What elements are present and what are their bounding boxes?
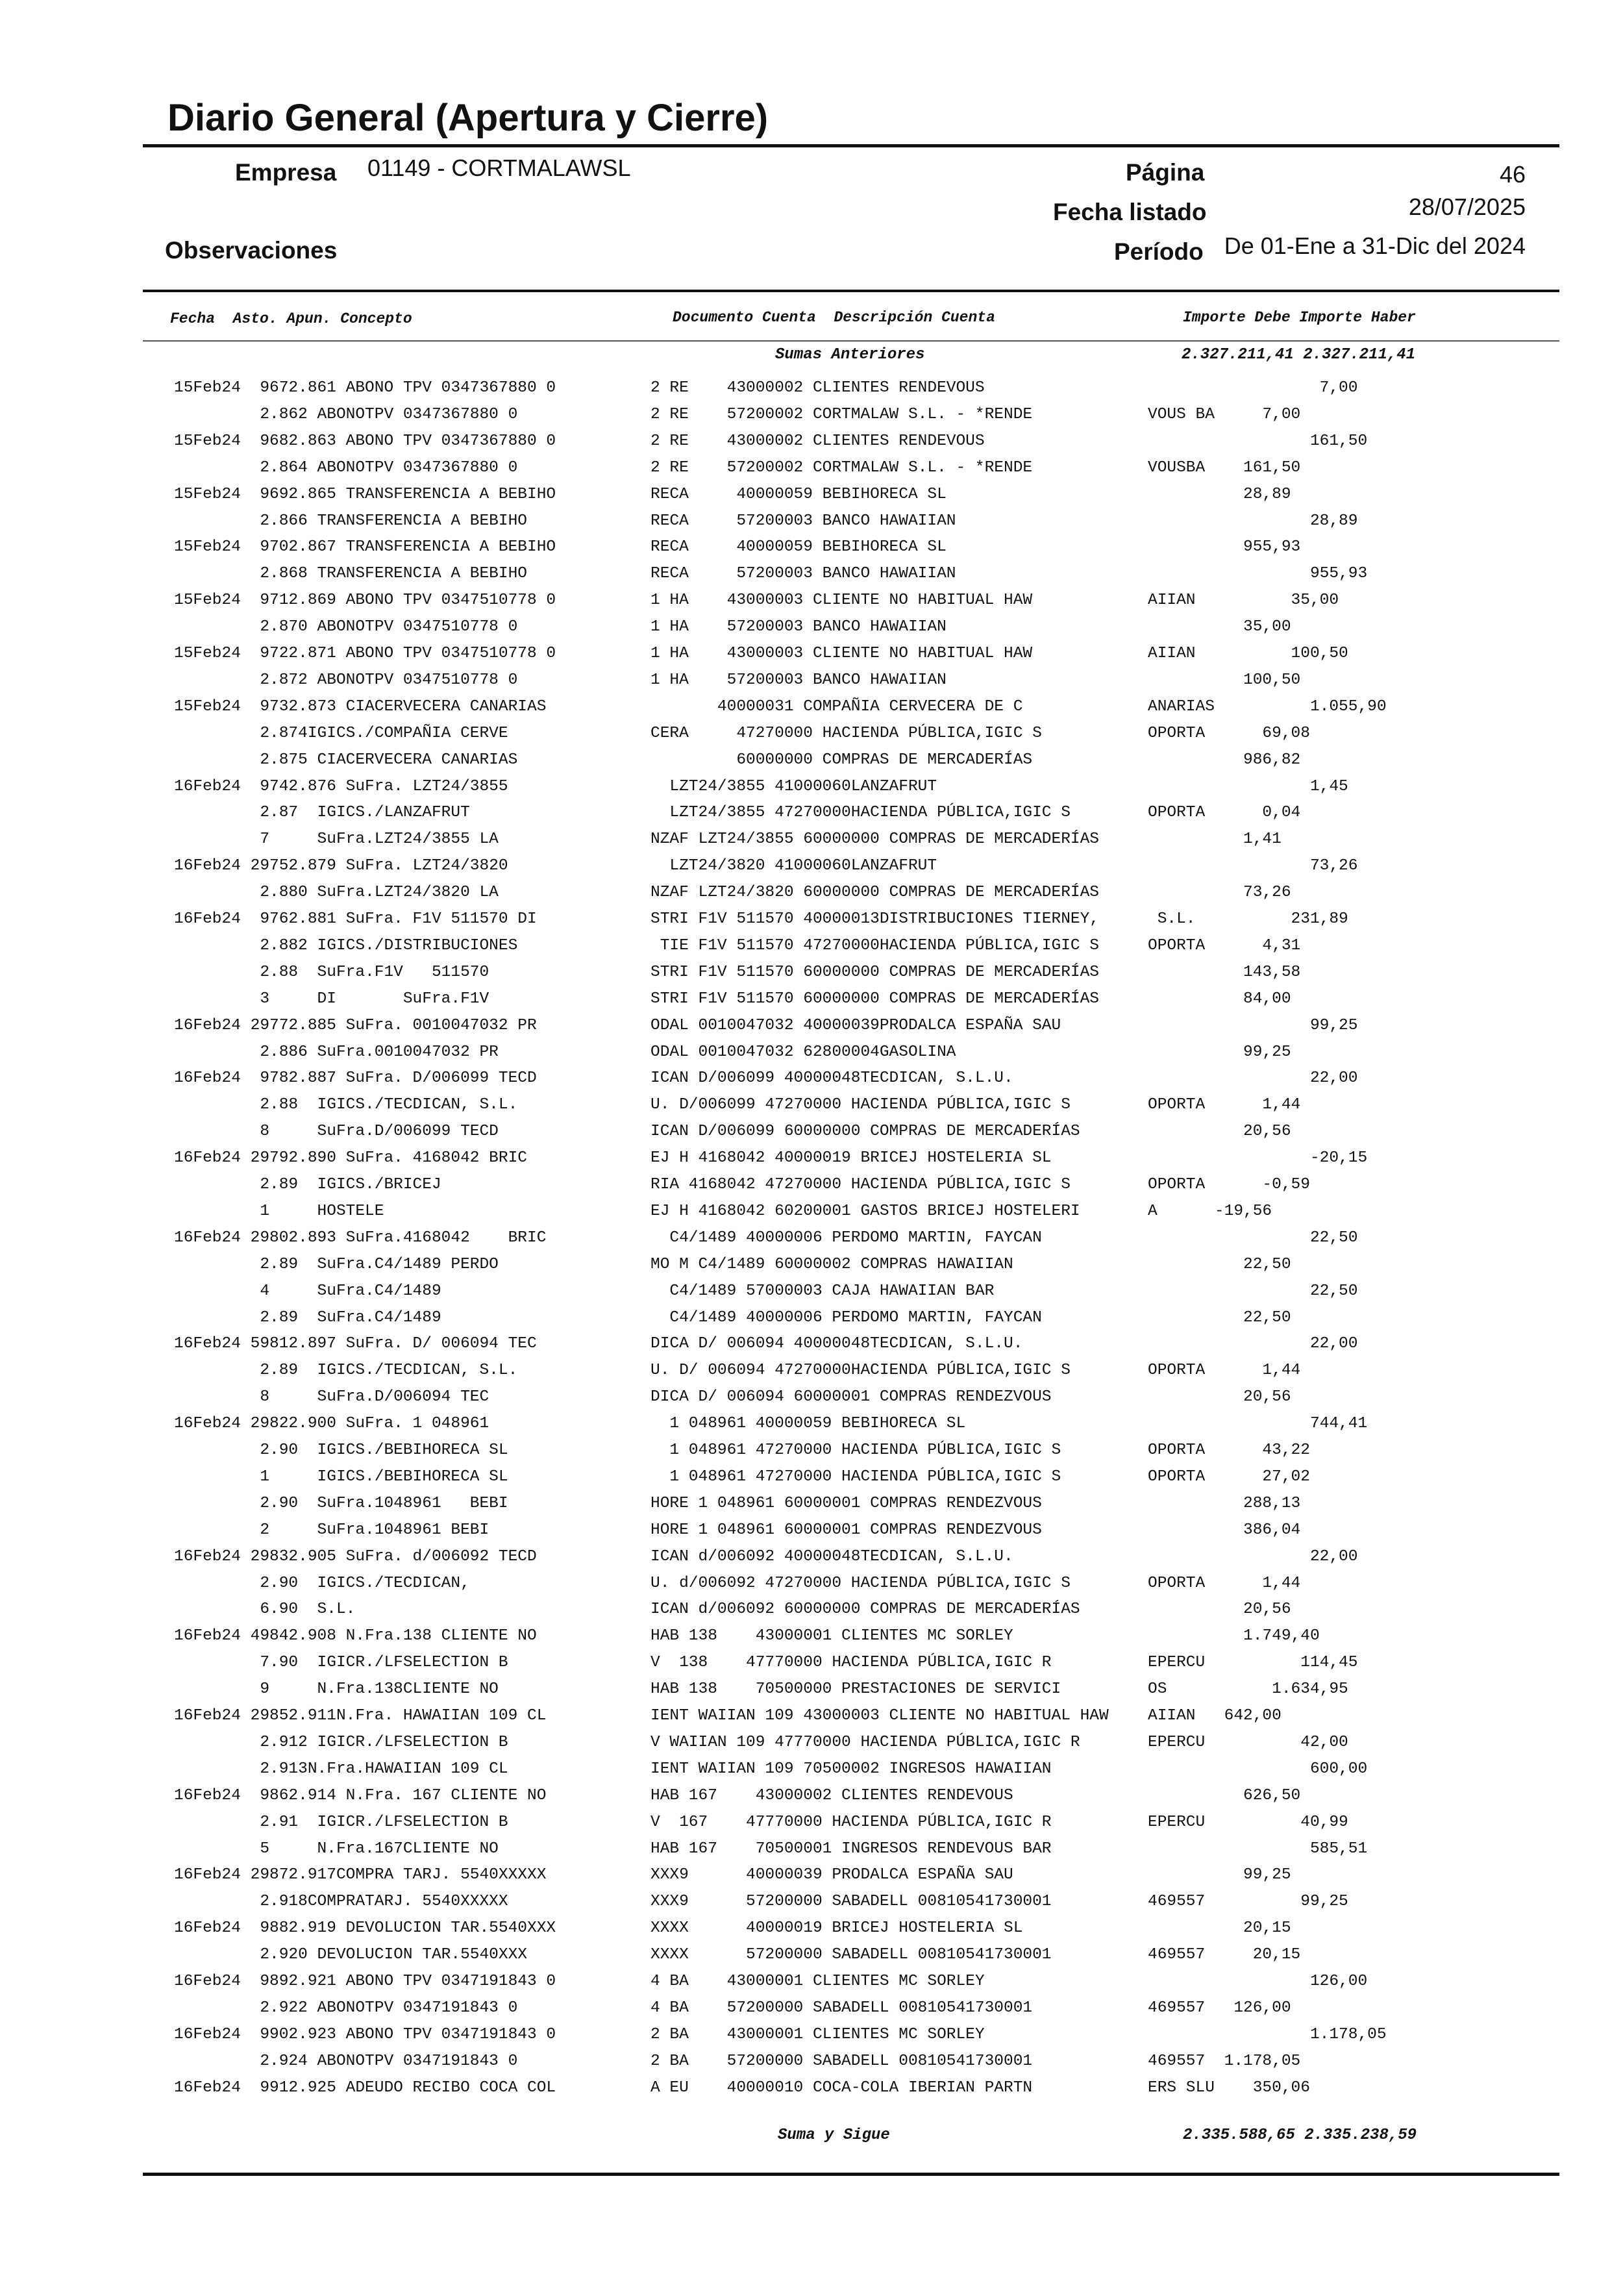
line-importe: OPORTA 0,04 xyxy=(1148,804,1301,821)
line-cuenta: 4 BA 43000001 CLIENTES MC SORLEY xyxy=(650,1973,985,1990)
observaciones-label: Observaciones xyxy=(165,237,338,264)
line-importe: 20,56 xyxy=(1148,1601,1291,1618)
line-importe: 469557 1.178,05 xyxy=(1148,2053,1301,2070)
empresa-value: 01149 - CORTMALAWSL xyxy=(367,155,631,181)
line-cuenta: 60000000 COMPRAS DE MERCADERÍAS xyxy=(650,751,1033,769)
line-concepto: 16Feb24 49842.908 N.Fra.138 CLIENTE NO xyxy=(174,1627,537,1645)
line-importe: 28,89 xyxy=(1148,486,1291,503)
line-cuenta: ICAN D/006099 40000048TECDICAN, S.L.U. xyxy=(650,1069,1013,1087)
suma-y-sigue-value: 2.335.588,65 2.335.238,59 xyxy=(1183,2127,1417,2144)
line-importe: ANARIAS 1.055,90 xyxy=(1148,698,1387,716)
line-cuenta: ODAL 0010047032 62800004GASOLINA xyxy=(650,1043,956,1061)
line-importe: 469557 99,25 xyxy=(1148,1893,1348,1910)
line-importe: 469557 20,15 xyxy=(1148,1946,1301,1964)
line-concepto: 6.90 S.L. xyxy=(174,1601,356,1618)
pagina-label: Página xyxy=(1126,159,1205,186)
line-concepto: 16Feb24 29872.917COMPRA TARJ. 5540XXXXX xyxy=(174,1866,547,1884)
line-importe: 84,00 xyxy=(1148,990,1291,1008)
line-concepto: 4 SuFra.C4/1489 xyxy=(174,1282,441,1300)
line-importe: 1.749,40 xyxy=(1148,1627,1320,1645)
line-cuenta: RECA 57200003 BANCO HAWAIIAN xyxy=(650,565,956,582)
line-cuenta: 2 RE 43000002 CLIENTES RENDEVOUS xyxy=(650,379,985,397)
line-cuenta: 1 HA 57200003 BANCO HAWAIIAN xyxy=(650,671,947,689)
line-concepto: 3 DI SuFra.F1V xyxy=(174,990,489,1008)
line-importe: AIIAN 100,50 xyxy=(1148,645,1348,662)
line-importe: 99,25 xyxy=(1148,1866,1291,1884)
line-importe: 744,41 xyxy=(1148,1415,1368,1432)
footer-rule xyxy=(143,2173,1559,2176)
line-concepto: 15Feb24 9722.871 ABONO TPV 0347510778 0 xyxy=(174,645,556,662)
line-concepto: 16Feb24 29792.890 SuFra. 4168042 BRIC xyxy=(174,1149,527,1167)
line-concepto: 2.874IGICS./COMPAÑIA CERVE xyxy=(174,725,508,742)
line-importe: 22,50 xyxy=(1148,1309,1291,1327)
sumas-anteriores-value: 2.327.211,41 2.327.211,41 xyxy=(1182,346,1416,364)
fecha-listado-label: Fecha listado xyxy=(1053,199,1207,225)
line-importe: 1.178,05 xyxy=(1148,2026,1387,2043)
line-importe: OPORTA 4,31 xyxy=(1148,937,1301,955)
line-concepto: 2.91 IGICR./LFSELECTION B xyxy=(174,1814,508,1831)
line-cuenta: RIA 4168042 47270000 HACIENDA PÚBLICA,IGIC S xyxy=(650,1176,1071,1193)
line-cuenta: LZT24/3820 41000060LANZAFRUT xyxy=(650,857,937,875)
line-concepto: 15Feb24 9702.867 TRANSFERENCIA A BEBIHO xyxy=(174,538,556,556)
line-importe: EPERCU 42,00 xyxy=(1148,1734,1348,1751)
line-concepto: 16Feb24 9882.919 DEVOLUCION TAR.5540XXX xyxy=(174,1919,556,1937)
line-importe: OPORTA 1,44 xyxy=(1148,1096,1301,1114)
line-concepto: 16Feb24 29752.879 SuFra. LZT24/3820 xyxy=(174,857,508,875)
line-cuenta: EJ H 4168042 60200001 GASTOS BRICEJ HOSTELERI xyxy=(650,1203,1080,1220)
line-importe: 28,89 xyxy=(1148,512,1358,530)
line-concepto: 9 N.Fra.138CLIENTE NO xyxy=(174,1680,499,1698)
line-concepto: 2.89 SuFra.C4/1489 PERDO xyxy=(174,1256,499,1273)
line-cuenta: C4/1489 40000006 PERDOMO MARTIN, FAYCAN xyxy=(650,1309,1042,1327)
line-concepto: 15Feb24 9732.873 CIACERVECERA CANARIAS xyxy=(174,698,547,716)
line-concepto: 16Feb24 59812.897 SuFra. D/ 006094 TEC xyxy=(174,1335,537,1353)
line-concepto: 2.88 IGICS./TECDICAN, S.L. xyxy=(174,1096,518,1114)
line-concepto: 16Feb24 9912.925 ADEUDO RECIBO COCA COL xyxy=(174,2079,556,2097)
report-title: Diario General (Apertura y Cierre) xyxy=(167,97,769,139)
line-cuenta: 2 RE 57200002 CORTMALAW S.L. - *RENDE xyxy=(650,459,1033,477)
line-cuenta: HORE 1 048961 60000001 COMPRAS RENDEZVOUS xyxy=(650,1521,1042,1539)
line-concepto: 16Feb24 9742.876 SuFra. LZT24/3855 xyxy=(174,778,508,795)
line-concepto: 16Feb24 9892.921 ABONO TPV 0347191843 0 xyxy=(174,1973,556,1990)
line-concepto: 2.90 IGICS./TECDICAN, xyxy=(174,1575,470,1592)
line-concepto: 2.866 TRANSFERENCIA A BEBIHO xyxy=(174,512,527,530)
line-importe: 22,00 xyxy=(1148,1335,1358,1353)
line-importe: OPORTA 1,44 xyxy=(1148,1575,1301,1592)
line-importe: OS 1.634,95 xyxy=(1148,1680,1348,1698)
line-importe: 143,58 xyxy=(1148,964,1301,981)
periodo-value: De 01-Ene a 31-Dic del 2024 xyxy=(1224,232,1526,259)
line-concepto: 2.922 ABONOTPV 0347191843 0 xyxy=(174,1999,518,2017)
line-cuenta: 2 BA 43000001 CLIENTES MC SORLEY xyxy=(650,2026,985,2043)
line-concepto: 7.90 IGICR./LFSELECTION B xyxy=(174,1654,508,1671)
line-cuenta: 1 HA 43000003 CLIENTE NO HABITUAL HAW xyxy=(650,645,1033,662)
line-cuenta: XXXX 57200000 SABADELL 00810541730001 xyxy=(650,1946,1052,1964)
line-cuenta: C4/1489 57000003 CAJA HAWAIIAN BAR xyxy=(650,1282,995,1300)
line-cuenta: 2 BA 57200000 SABADELL 00810541730001 xyxy=(650,2053,1033,2070)
column-heading-mid: Documento Cuenta Descripción Cuenta xyxy=(673,309,995,326)
line-importe: ERS SLU 350,06 xyxy=(1148,2079,1310,2097)
line-importe: OPORTA 1,44 xyxy=(1148,1362,1301,1379)
line-importe: 1,45 xyxy=(1148,778,1348,795)
line-concepto: 1 IGICS./BEBIHORECA SL xyxy=(174,1468,508,1486)
line-concepto: 2.864 ABONOTPV 0347367880 0 xyxy=(174,459,518,477)
line-cuenta: DICA D/ 006094 60000001 COMPRAS RENDEZVOUS xyxy=(650,1388,1052,1406)
header-rule xyxy=(143,290,1559,292)
line-concepto: 2.912 IGICR./LFSELECTION B xyxy=(174,1734,508,1751)
line-cuenta: STRI F1V 511570 60000000 COMPRAS DE MERCADERÍAS xyxy=(650,990,1100,1008)
line-cuenta: STRI F1V 511570 60000000 COMPRAS DE MERCADERÍAS xyxy=(650,964,1100,981)
line-concepto: 2 SuFra.1048961 BEBI xyxy=(174,1521,489,1539)
line-concepto: 2.872 ABONOTPV 0347510778 0 xyxy=(174,671,518,689)
line-concepto: 5 N.Fra.167CLIENTE NO xyxy=(174,1840,499,1858)
sumas-anteriores-label: Sumas Anteriores xyxy=(775,346,925,364)
line-importe: OPORTA 69,08 xyxy=(1148,725,1310,742)
line-concepto: 2.868 TRANSFERENCIA A BEBIHO xyxy=(174,565,527,582)
line-concepto: 2.89 IGICS./BRICEJ xyxy=(174,1176,441,1193)
line-importe: 600,00 xyxy=(1148,1760,1368,1778)
line-concepto: 2.913N.Fra.HAWAIIAN 109 CL xyxy=(174,1760,508,1778)
line-importe: 73,26 xyxy=(1148,884,1291,901)
line-cuenta: HAB 167 70500001 INGRESOS RENDEVOUS BAR xyxy=(650,1840,1052,1858)
line-importe: 100,50 xyxy=(1148,671,1301,689)
line-cuenta: RECA 40000059 BEBIHORECA SL xyxy=(650,538,947,556)
line-cuenta: NZAF LZT24/3820 60000000 COMPRAS DE MERCADERÍAS xyxy=(650,884,1100,901)
empresa-label: Empresa xyxy=(235,159,337,186)
line-concepto: 2.880 SuFra.LZT24/3820 LA xyxy=(174,884,499,901)
line-cuenta: 1 048961 47270000 HACIENDA PÚBLICA,IGIC S xyxy=(650,1441,1061,1459)
line-importe: 20,56 xyxy=(1148,1123,1291,1140)
column-heading-left: Fecha Asto. Apun. Concepto xyxy=(170,310,412,327)
line-concepto: 2.875 CIACERVECERA CANARIAS xyxy=(174,751,518,769)
line-cuenta: ICAN d/006092 60000000 COMPRAS DE MERCADERÍAS xyxy=(650,1601,1080,1618)
line-concepto: 1 HOSTELE xyxy=(174,1203,384,1220)
line-importe: 288,13 xyxy=(1148,1495,1301,1512)
line-concepto: 2.920 DEVOLUCION TAR.5540XXX xyxy=(174,1946,527,1964)
line-cuenta: STRI F1V 511570 40000013DISTRIBUCIONES TIERNEY, xyxy=(650,910,1100,928)
column-heading-rule xyxy=(143,340,1559,342)
line-importe: 20,56 xyxy=(1148,1388,1291,1406)
line-cuenta: LZT24/3855 47270000HACIENDA PÚBLICA,IGIC S xyxy=(650,804,1071,821)
line-cuenta: 2 RE 57200002 CORTMALAW S.L. - *RENDE xyxy=(650,406,1033,423)
line-importe: 1,41 xyxy=(1148,830,1282,848)
line-cuenta: V 167 47770000 HACIENDA PÚBLICA,IGIC R xyxy=(650,1814,1052,1831)
line-cuenta: IENT WAIIAN 109 43000003 CLIENTE NO HABITUAL HAW xyxy=(650,1707,1109,1725)
pagina-value: 46 xyxy=(1499,161,1526,188)
line-importe: VOUSBA 161,50 xyxy=(1148,459,1301,477)
line-importe: AIIAN 35,00 xyxy=(1148,592,1339,609)
line-importe: 22,50 xyxy=(1148,1282,1358,1300)
line-cuenta: HAB 167 43000002 CLIENTES RENDEVOUS xyxy=(650,1787,1013,1804)
fecha-listado-value: 28/07/2025 xyxy=(1408,193,1526,220)
line-concepto: 16Feb24 29832.905 SuFra. d/006092 TECD xyxy=(174,1548,537,1566)
line-concepto: 8 SuFra.D/006099 TECD xyxy=(174,1123,499,1140)
line-cuenta: XXX9 57200000 SABADELL 00810541730001 xyxy=(650,1893,1052,1910)
line-concepto: 2.862 ABONOTPV 0347367880 0 xyxy=(174,406,518,423)
line-importe: 73,26 xyxy=(1148,857,1358,875)
line-cuenta: HAB 138 70500000 PRESTACIONES DE SERVICI xyxy=(650,1680,1061,1698)
line-importe: -20,15 xyxy=(1148,1149,1368,1167)
line-cuenta: ICAN d/006092 40000048TECDICAN, S.L.U. xyxy=(650,1548,1013,1566)
line-importe: 99,25 xyxy=(1148,1043,1291,1061)
line-cuenta: V WAIIAN 109 47770000 HACIENDA PÚBLICA,IGIC R xyxy=(650,1734,1080,1751)
line-importe: VOUS BA 7,00 xyxy=(1148,406,1301,423)
line-importe: 986,82 xyxy=(1148,751,1301,769)
line-concepto: 2.89 SuFra.C4/1489 xyxy=(174,1309,441,1327)
line-concepto: 15Feb24 9672.861 ABONO TPV 0347367880 0 xyxy=(174,379,556,397)
line-cuenta: A EU 40000010 COCA-COLA IBERIAN PARTN xyxy=(650,2079,1033,2097)
line-concepto: 16Feb24 9902.923 ABONO TPV 0347191843 0 xyxy=(174,2026,556,2043)
line-concepto: 15Feb24 9682.863 ABONO TPV 0347367880 0 xyxy=(174,432,556,450)
line-importe: 469557 126,00 xyxy=(1148,1999,1291,2017)
line-cuenta: XXXX 40000019 BRICEJ HOSTELERIA SL xyxy=(650,1919,1023,1937)
line-cuenta: ICAN D/006099 60000000 COMPRAS DE MERCADERÍAS xyxy=(650,1123,1080,1140)
line-cuenta: 40000031 COMPAÑIA CERVECERA DE C xyxy=(650,698,1023,716)
line-concepto: 2.89 IGICS./TECDICAN, S.L. xyxy=(174,1362,518,1379)
line-cuenta: IENT WAIIAN 109 70500002 INGRESOS HAWAIIAN xyxy=(650,1760,1052,1778)
line-importe: EPERCU 40,99 xyxy=(1148,1814,1348,1831)
line-importe: 99,25 xyxy=(1148,1017,1358,1034)
line-concepto: 7 SuFra.LZT24/3855 LA xyxy=(174,830,499,848)
line-importe: S.L. 231,89 xyxy=(1148,910,1348,928)
line-concepto: 16Feb24 9782.887 SuFra. D/006099 TECD xyxy=(174,1069,537,1087)
line-importe: 22,50 xyxy=(1148,1229,1358,1247)
line-importe: A -19,56 xyxy=(1148,1203,1272,1220)
suma-y-sigue-label: Suma y Sigue xyxy=(778,2127,890,2144)
line-cuenta: U. D/006099 47270000 HACIENDA PÚBLICA,IGIC S xyxy=(650,1096,1071,1114)
line-concepto: 2.870 ABONOTPV 0347510778 0 xyxy=(174,618,518,636)
line-concepto: 15Feb24 9692.865 TRANSFERENCIA A BEBIHO xyxy=(174,486,556,503)
line-importe: 955,93 xyxy=(1148,565,1368,582)
line-concepto: 15Feb24 9712.869 ABONO TPV 0347510778 0 xyxy=(174,592,556,609)
line-concepto: 2.882 IGICS./DISTRIBUCIONES xyxy=(174,937,518,955)
column-heading-right: Importe Debe Importe Haber xyxy=(1183,309,1416,326)
line-importe: OPORTA 43,22 xyxy=(1148,1441,1310,1459)
line-cuenta: TIE F1V 511570 47270000HACIENDA PÚBLICA,IGIC S xyxy=(650,937,1100,955)
line-importe: 386,04 xyxy=(1148,1521,1301,1539)
line-cuenta: 1 048961 47270000 HACIENDA PÚBLICA,IGIC S xyxy=(650,1468,1061,1486)
line-concepto: 2.90 IGICS./BEBIHORECA SL xyxy=(174,1441,508,1459)
line-concepto: 16Feb24 29822.900 SuFra. 1 048961 xyxy=(174,1415,489,1432)
line-importe: 7,00 xyxy=(1148,379,1358,397)
line-cuenta: RECA 57200003 BANCO HAWAIIAN xyxy=(650,512,956,530)
line-concepto: 16Feb24 9862.914 N.Fra. 167 CLIENTE NO xyxy=(174,1787,547,1804)
line-importe: 22,00 xyxy=(1148,1548,1358,1566)
line-cuenta: C4/1489 40000006 PERDOMO MARTIN, FAYCAN xyxy=(650,1229,1042,1247)
periodo-label: Período xyxy=(1114,238,1204,265)
line-concepto: 2.90 SuFra.1048961 BEBI xyxy=(174,1495,508,1512)
line-cuenta: V 138 47770000 HACIENDA PÚBLICA,IGIC R xyxy=(650,1654,1052,1671)
line-importe: 585,51 xyxy=(1148,1840,1368,1858)
line-importe: 22,50 xyxy=(1148,1256,1291,1273)
line-concepto: 16Feb24 29852.911N.Fra. HAWAIIAN 109 CL xyxy=(174,1707,547,1725)
line-concepto: 2.88 SuFra.F1V 511570 xyxy=(174,964,489,981)
line-importe: OPORTA -0,59 xyxy=(1148,1176,1310,1193)
line-cuenta: XXX9 40000039 PRODALCA ESPAÑA SAU xyxy=(650,1866,1013,1884)
line-importe: 35,00 xyxy=(1148,618,1291,636)
line-concepto: 2.886 SuFra.0010047032 PR xyxy=(174,1043,499,1061)
line-cuenta: 4 BA 57200000 SABADELL 00810541730001 xyxy=(650,1999,1033,2017)
line-cuenta: 2 RE 43000002 CLIENTES RENDEVOUS xyxy=(650,432,985,450)
line-cuenta: CERA 47270000 HACIENDA PÚBLICA,IGIC S xyxy=(650,725,1042,742)
line-cuenta: 1 048961 40000059 BEBIHORECA SL xyxy=(650,1415,966,1432)
line-cuenta: DICA D/ 006094 40000048TECDICAN, S.L.U. xyxy=(650,1335,1023,1353)
line-importe: 161,50 xyxy=(1148,432,1368,450)
line-cuenta: ODAL 0010047032 40000039PRODALCA ESPAÑA SAU xyxy=(650,1017,1061,1034)
line-cuenta: MO M C4/1489 60000002 COMPRAS HAWAIIAN xyxy=(650,1256,1013,1273)
line-concepto: 16Feb24 29772.885 SuFra. 0010047032 PR xyxy=(174,1017,537,1034)
line-importe: 22,00 xyxy=(1148,1069,1358,1087)
line-importe: EPERCU 114,45 xyxy=(1148,1654,1358,1671)
line-concepto: 16Feb24 9762.881 SuFra. F1V 511570 DI xyxy=(174,910,537,928)
line-cuenta: NZAF LZT24/3855 60000000 COMPRAS DE MERCADERÍAS xyxy=(650,830,1100,848)
line-concepto: 16Feb24 29802.893 SuFra.4168042 BRIC xyxy=(174,1229,547,1247)
line-importe: 955,93 xyxy=(1148,538,1301,556)
line-concepto: 2.918COMPRATARJ. 5540XXXXX xyxy=(174,1893,508,1910)
line-cuenta: EJ H 4168042 40000019 BRICEJ HOSTELERIA SL xyxy=(650,1149,1052,1167)
line-importe: OPORTA 27,02 xyxy=(1148,1468,1310,1486)
line-cuenta: LZT24/3855 41000060LANZAFRUT xyxy=(650,778,937,795)
line-importe: 126,00 xyxy=(1148,1973,1368,1990)
line-cuenta: 1 HA 57200003 BANCO HAWAIIAN xyxy=(650,618,947,636)
title-rule xyxy=(143,144,1559,147)
line-importe: 626,50 xyxy=(1148,1787,1301,1804)
line-cuenta: U. D/ 006094 47270000HACIENDA PÚBLICA,IGIC S xyxy=(650,1362,1071,1379)
line-cuenta: HAB 138 43000001 CLIENTES MC SORLEY xyxy=(650,1627,1013,1645)
line-importe: 20,15 xyxy=(1148,1919,1291,1937)
line-concepto: 8 SuFra.D/006094 TEC xyxy=(174,1388,489,1406)
line-concepto: 2.87 IGICS./LANZAFRUT xyxy=(174,804,470,821)
line-cuenta: U. d/006092 47270000 HACIENDA PÚBLICA,IGIC S xyxy=(650,1575,1071,1592)
line-importe: AIIAN 642,00 xyxy=(1148,1707,1282,1725)
line-cuenta: RECA 40000059 BEBIHORECA SL xyxy=(650,486,947,503)
line-cuenta: 1 HA 43000003 CLIENTE NO HABITUAL HAW xyxy=(650,592,1033,609)
line-concepto: 2.924 ABONOTPV 0347191843 0 xyxy=(174,2053,518,2070)
line-cuenta: HORE 1 048961 60000001 COMPRAS RENDEZVOUS xyxy=(650,1495,1042,1512)
